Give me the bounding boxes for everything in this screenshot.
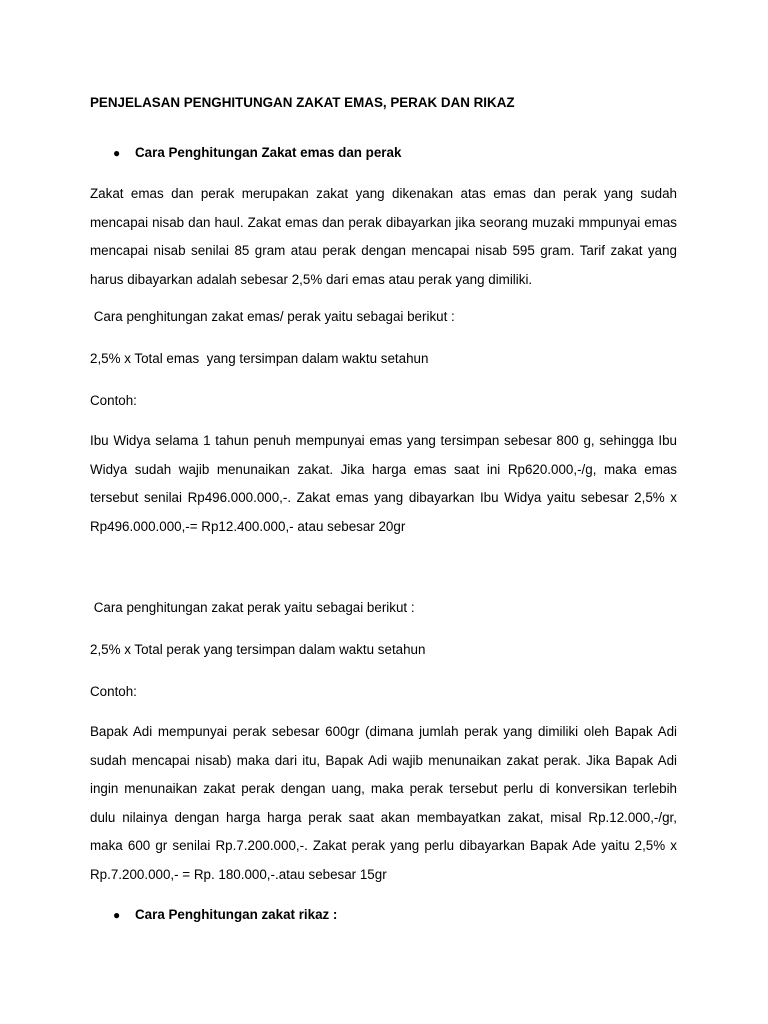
example-label: Contoh: (90, 393, 137, 408)
intro-paragraph: Zakat emas dan perak merupakan zakat yang dikenakan atas emas dan perak yang sudah mencapai nisab dan haul. Zakat emas dan perak dibayarkan jika seorang muzaki mmpunyai emas mencapai nisab senilai 85 gram atau perak dengan mencapai nisab 595 gram. Tarif zakat yang harus dibayarkan adalah sebesar 2,5% dari emas atau perak yang dimiliki. (90, 186, 677, 287)
emas-example-paragraph: Ibu Widya selama 1 tahun penuh mempunyai emas yang tersimpan sebesar 800 g, sehingga Ibu Widya sudah wajib menunaikan zakat. Jika harga emas saat ini Rp620.000,-/g, maka emas tersebut senilai Rp496.000.000,-. Zakat emas yang dibayarkan Ibu Widya yaitu sebesar 2,5% x Rp496.000.000,-= Rp12.400.000,- atau sebesar 20gr (90, 433, 677, 534)
bullet-icon: ● (113, 908, 121, 922)
perak-method-label: Cara penghitungan zakat perak yaitu sebagai berikut : (90, 600, 415, 615)
bullet-icon: ● (113, 146, 121, 160)
perak-example-paragraph: Bapak Adi mempunyai perak sebesar 600gr (dimana jumlah perak yang dimiliki oleh Bapak Adi sudah mencapai nisab) maka dari itu, Bapak Adi wajib menunaikan zakat perak. Jika Bapak Adi ingin menunaikan zakat perak dengan uang, maka perak tersebut perlu di konversikan terlebih dulu nilainya dengan harga harga perak saat akan membayatkan zakat, misal Rp.12.000,-/gr, maka 600 gr senilai Rp.7.200.000,-. Zakat perak yang perlu dibayarkan Bapak Ade yaitu 2,5% x Rp.7.200.000,- = Rp. 180.000,-.atau sebesar 15gr (90, 724, 677, 882)
document-body (90, 94, 677, 922)
emas-method-label: Cara penghitungan zakat emas/ perak yaitu sebagai berikut : (90, 309, 455, 324)
section-heading-text: Cara Penghitungan zakat rikaz : (135, 907, 338, 922)
section-heading-emas-perak (90, 145, 677, 160)
document-title: PENJELASAN PENGHITUNGAN ZAKAT EMAS, PERAK DAN RIKAZ (90, 95, 515, 110)
perak-formula: 2,5% x Total perak yang tersimpan dalam waktu setahun (90, 642, 426, 657)
section-heading-text: Cara Penghitungan Zakat emas dan perak (135, 145, 402, 160)
example-label: Contoh: (90, 684, 137, 699)
section-heading-rikaz (90, 907, 677, 922)
emas-formula: 2,5% x Total emas yang tersimpan dalam waktu setahun (90, 351, 429, 366)
